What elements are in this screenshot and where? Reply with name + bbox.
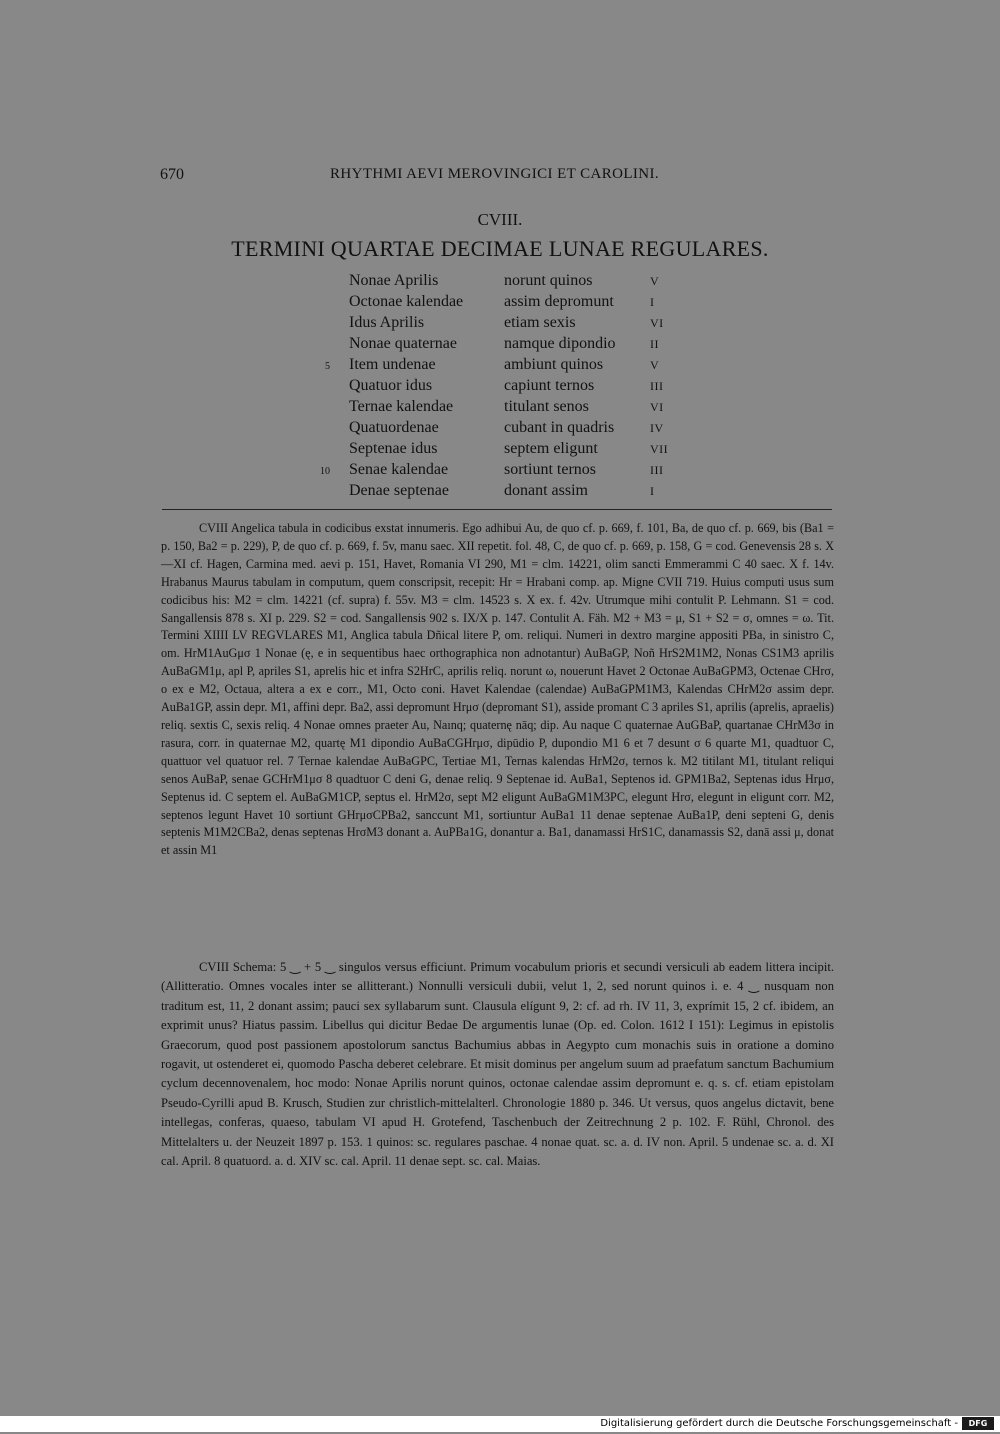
second-hemistich: capiunt ternos — [504, 377, 595, 394]
separator-rule — [162, 509, 832, 510]
first-hemistich: Idus Aprilis — [349, 314, 425, 331]
first-hemistich: Octonae kalendae — [349, 293, 464, 310]
first-hemistich: Quatuordenae — [349, 419, 439, 436]
second-hemistich: norunt quinos — [504, 272, 593, 289]
margin-number: VI — [650, 316, 664, 330]
first-hemistich: Senae kalendae — [349, 461, 449, 478]
line-number: 10 — [320, 466, 330, 477]
dfg-logo: DFG — [962, 1417, 994, 1430]
margin-number: V — [650, 358, 660, 372]
margin-number: II — [650, 337, 659, 351]
chapter-number: CVIII. — [477, 210, 523, 229]
poem-line — [0, 419, 1000, 440]
commentary — [161, 958, 834, 1171]
second-hemistich: cubant in quadris — [504, 419, 615, 436]
line-number: 5 — [325, 361, 330, 372]
poem-line — [0, 482, 1000, 503]
second-hemistich: titulant senos — [504, 398, 589, 415]
margin-number: VII — [650, 442, 669, 456]
first-hemistich: Nonae Aprilis — [349, 272, 439, 289]
footer-text: Digitalisierung gefördert durch die Deutsche Forschungsgemeinschaft - — [600, 1418, 958, 1429]
poem-line — [0, 356, 1000, 377]
margin-number: I — [650, 484, 655, 498]
poem-line — [0, 335, 1000, 356]
poem-line — [0, 314, 1000, 335]
page-number: 670 — [160, 166, 184, 183]
second-hemistich: namque dipondio — [504, 335, 616, 352]
second-hemistich: donant assim — [504, 482, 588, 499]
second-hemistich: etiam sexis — [504, 314, 576, 331]
poem-line — [0, 377, 1000, 398]
second-hemistich: ambiunt quinos — [504, 356, 604, 373]
first-hemistich: Ternae kalendae — [349, 398, 454, 415]
margin-number: III — [650, 379, 664, 393]
first-hemistich: Nonae quaternae — [349, 335, 457, 352]
critical-apparatus — [161, 520, 834, 860]
first-hemistich: Quatuor idus — [349, 377, 433, 394]
running-title: RHYTHMI AEVI MEROVINGICI ET CAROLINI. — [330, 166, 660, 182]
second-hemistich: septem eligunt — [504, 440, 598, 457]
poem-line — [0, 272, 1000, 293]
first-hemistich: Septenae idus — [349, 440, 438, 457]
commentary-paragraph: CVIII Schema: 5 ‿ + 5 ‿ singulos versus efficiunt. Primum vocabulum prioris et secundi versiculi ab eadem littera incipit. (Allitteratio. Omnes vocales inter se allitterant.) Nonnulli versiculi dubii, velut 1, 2, sed norunt quinos i. e. 4 ‿ nusquam non traditum est, 11, 2 donant assim; pauci sex syllabarum sunt. Clausula elígunt 9, 2: cf. ad rh. IV 11, 3, exprímit 15, 2 cf. ibidem, an exprimit unus? Hiatus passim. Libellus qui dicitur Bedae De argumentis lunae (Op. ed. Colon. 1612 I 151): Legimus in epistolis Graecorum, quod post passionem apostolorum sanctus Bachumius abbas in Aegypto cum monachis suis in oratione a domino rogavit, ut ostenderet ei, quomodo Pascha deberet celebrare. Et misit dominus per angelum suum ad praefatum sanctum Bachumium cyclum decennovenalem, hoc modo: Nonae Aprilis norunt quinos, octonae calendae assim depromunt e. q. s. cf. etiam epistolam Pseudo-Cyrilli apud B. Krusch, Studien zur christlich-mittelalterl. Chronologie 1880 p. 346. Ut versus, quos angelus dictavit, bene intellegas, conferas, quaeso, tabulam VI apud H. Grotefend, Taschenbuch der Zeitrechnung 2 p. 102. F. Rühl, Chronol. des Mittelalters u. der Neuzeit 1897 p. 153. 1 quinos: sc. regulares paschae. 4 nonae quat. sc. a. d. IV non. April. 5 undenae sc. a. d. XI cal. April. 8 quatuord. a. d. XIV sc. cal. April. 11 denae sept. sc. cal. Maias. — [161, 960, 834, 1169]
second-hemistich: assim depromunt — [504, 293, 614, 310]
poem-line — [0, 461, 1000, 482]
footer-bar — [0, 1416, 1000, 1432]
poem-line — [0, 293, 1000, 314]
margin-number: V — [650, 274, 660, 288]
margin-number: I — [650, 295, 655, 309]
chapter-title: TERMINI QUARTAE DECIMAE LUNAE REGULARES. — [231, 236, 769, 261]
margin-number: VI — [650, 400, 664, 414]
poem-line — [0, 440, 1000, 461]
margin-number: III — [650, 463, 664, 477]
first-hemistich: Denae septenae — [349, 482, 449, 499]
apparatus-paragraph: CVIII Angelica tabula in codicibus exstat innumeris. Ego adhibui Au, de quo cf. p. 669, f. 101, Ba, de quo cf. p. 669, bis (Ba1 = p. 150, Ba2 = p. 229), P, de quo cf. p. 669, f. 5v, manu saec. XII repetit. fol. 48, C, de quo cf. p. 669, p. 158, G = cod. Genevensis 28 s. X—XI cf. Hagen, Carmina med. aevi p. 151, Havet, Romania VI 290, M1 = clm. 14221, olim sancti Emmerammi C 40 saec. X f. 14v. Hrabanus Maurus tabulam in computum, quem conscripsit, recepit: Hr = Hrabani comp. ap. Migne CVII 719. Huius computi usus sum codicibus his: M2 = clm. 14221 (cf. supra) f. 55v. M3 = clm. 14523 s. X ex. f. 42v. Utrumque mihi contulit P. Lehmann. S1 = cod. Sangallensis 878 s. XI p. 229. S2 = cod. Sangallensis 902 s. IX/X p. 147. Contulit A. Fäh. M2 + M3 = μ, S1 + S2 = σ, omnes = ω. Tit. Termini XIIII LV REGVLARES M1, Anglica tabula Dñical litere P, om. reliqui. Numeri in dextro margine appositi PBa, in sinistro C, om. HrM1AuGμσ 1 Nonae (ę, e in sequentibus haec orthographica non adnotantur) AuBaGP, Noñ HrS2M1M2, Nonas CS1M3 aprilis AuBaGM1μ, apl P, apriles S1, aprelis hic et infra S2HrC, aprilis reliq. norunt ω, nouerunt Havet 2 Octonae AuBaGPM3, Octenae CHrσ, o ex e M2, Octaua, altera a ex e corr., M1, Octo coni. Havet Kalendae (calendae) AuBaGPM1M3, Kalendas CHrM2σ assim depr. AuBa1GP, assin depr. M1, affini depr. Ba2, assi depromunt Hrμσ (depromant S1), asside promant C 3 apriles S1, aprilis (aprelis, apraelis) reliq. sextis C, sexis reliq. 4 Nonae omnes praeter Au, Naınq; quaternę nāq; dip. Au naque C quaternae AuGBaP, quartanae CHrM3σ in rasura, corr. in quaternae M2, quartę M1 dipondio AuBaCGHrμσ, dipūdio P, dupondio M1 6 et 7 desunt σ 6 quarte M1, quadtuor C, quattuor vel quatuor rel. 7 Ternae kalendae AuBaGPC, Tertiae M1, Ternas kalendas HrM2σ, ternos k. M2 titilant M1, titulant reliqui senos AuBaP, senae GCHrM1μσ 8 quadtuor C deni G, denae reliq. 9 Septenae id. AuBa1, Septenos id. GPM1Ba2, Septenas idus Hrμσ, Septenus id. C septem el. AuBaGM1CP, septus el. HrM2σ, sept M2 eligunt AuBaGM1M3PC, elegunt Hrσ, elegunt in eligunt corr. M2, septenos legunt Havet 10 sortiunt GHrμσCPBa2, sanccunt M1, sortiuntur AuBa1 11 denae septenae AuBa1P, deni septeni G, denis septenis M1M2CBa2, denas septenas HrσM3 donant a. AuPBa1G, donantur a. Ba1, danamassi HrS1C, danamassis S2, danā assi μ, donat et assin M1 — [161, 521, 834, 858]
second-hemistich: sortiunt ternos — [504, 461, 596, 478]
margin-number: IV — [650, 421, 664, 435]
first-hemistich: Item undenae — [349, 356, 436, 373]
poem-line — [0, 398, 1000, 419]
